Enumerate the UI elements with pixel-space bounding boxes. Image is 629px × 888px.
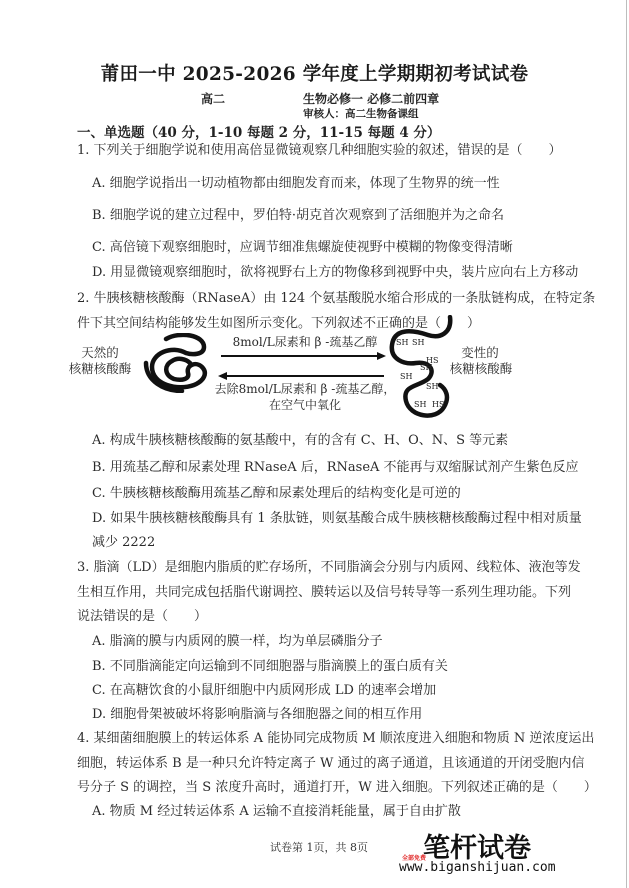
watermark-brand: 笔杆试卷: [423, 833, 531, 864]
question-4-option-a: A. 物质 M 经过转运体系 A 运输不直接消耗能量，属于自由扩散: [92, 804, 461, 819]
native-enzyme-label-2: 核糖核酸酶: [68, 361, 132, 376]
reviewer-label: 审核人：高二生物备课组: [303, 108, 419, 120]
svg-text:HS: HS: [432, 400, 445, 409]
forward-arrow-line: [221, 355, 381, 357]
question-1-option-d: D. 用显微镜观察细胞时，欲将视野右上方的物像移到视野中央，装片应向右上方移动: [92, 265, 579, 280]
question-3-option-a: A. 脂滴的膜与内质网的膜一样，均为单层磷脂分子: [92, 634, 383, 649]
reverse-condition-line-1: 去除8mol/L尿素和 β -巯基乙醇，: [214, 382, 396, 396]
reverse-arrow-line: [224, 375, 384, 377]
question-4-stem-line-3: 号分子 S 的调控，当 S 浓度升高时，通道打开，W 进入细胞。下列叙述正确的是（ ）: [77, 780, 597, 795]
question-1-option-c: C. 高倍镜下观察细胞时，应调节细准焦螺旋使视野中模糊的物像变得清晰: [92, 240, 513, 255]
page-edge: [626, 0, 627, 888]
question-2-option-c: C. 牛胰核糖核酸酶用巯基乙醇和尿素处理后的结构变化是可逆的: [92, 486, 461, 501]
protein-denaturation-diagram: [60, 325, 513, 430]
question-3-option-c: C. 在高糖饮食的小鼠肝细胞中内质网形成 LD 的速率会增加: [92, 683, 437, 698]
question-2-option-b: B. 用巯基乙醇和尿素处理 RNaseA 后，RNaseA 不能再与双缩脲试剂产生紫色反应: [92, 460, 579, 475]
question-4-stem-line-2: 细胞，转运体系 B 是一种只允许特定离子 W 通过的离子通道，且该通道的开闭受胞内信: [77, 756, 585, 771]
question-2-stem-line-1: 2. 牛胰核糖核酸酶（RNaseA）由 124 个氨基酸脱水缩合形成的一条肽链构成，在特定条: [77, 291, 596, 306]
question-1-stem: 1. 下列关于细胞学说和使用高倍显微镜观察几种细胞实验的叙述，错误的是（ ）: [77, 143, 562, 158]
denatured-enzyme-label-1: 变性的: [461, 345, 499, 360]
svg-text:SH: SH: [414, 400, 427, 409]
watermark-free-tag: 全部免费: [402, 855, 427, 862]
grade-label: 高二: [201, 92, 226, 106]
svg-text:SH: SH: [420, 363, 433, 372]
native-enzyme-shape-icon: [142, 333, 214, 393]
section-heading: 一、单选题（40 分，1-10 每题 2 分，11-15 每题 4 分）: [77, 125, 441, 141]
question-3-option-b: B. 不同脂滴能定向运输到不同细胞器与脂滴膜上的蛋白质有关: [92, 659, 448, 674]
svg-text:SH: SH: [400, 372, 413, 381]
svg-text:SH: SH: [412, 338, 425, 347]
svg-text:HS: HS: [426, 356, 439, 365]
question-4-stem-line-1: 4. 某细菌细胞膜上的转运体系 A 能协同完成物质 M 顺浓度进入细胞和物质 N 逆浓度运出: [77, 731, 595, 746]
question-1-option-b: B. 细胞学说的建立过程中，罗伯特·胡克首次观察到了活细胞并为之命名: [92, 208, 504, 223]
page-number: 试卷第 1页，共 8页: [270, 841, 368, 854]
question-3-stem-line-2: 生相互作用，共同完成包括脂代谢调控、膜转运以及信号转导等一系列生理功能。下列: [77, 585, 572, 600]
native-enzyme-label-1: 天然的: [81, 345, 119, 360]
question-2-option-a: A. 构成牛胰核糖核酸酶的氨基酸中，有的含有 C、H、O、N、S 等元素: [92, 433, 509, 448]
exam-title: 莆田一中 2025-2026 学年度上学期期初考试试卷: [100, 64, 529, 85]
svg-text:SH: SH: [426, 382, 439, 391]
forward-condition: 8mol/L尿素和 β -巯基乙醇: [232, 335, 378, 349]
denatured-enzyme-label-2: 核糖核酸酶: [449, 361, 513, 376]
question-2-option-d-cont: 减少 2222: [92, 535, 156, 550]
question-2-option-d: D. 如果牛胰核糖核酸酶具有 1 条肽链，则氨基酸合成牛胰核糖核酸酶过程中相对质量: [92, 511, 582, 526]
watermark-url[interactable]: www.biganshijuan.com: [399, 860, 556, 875]
question-3-stem-line-1: 3. 脂滴（LD）是细胞内脂质的贮存场所，不同脂滴会分别与内质网、线粒体、液泡等发: [77, 560, 581, 575]
reverse-condition-line-2: 在空气中氧化: [268, 398, 341, 412]
svg-text:SH: SH: [396, 338, 409, 347]
question-3-stem-line-3: 说法错误的是（ ）: [77, 609, 208, 624]
question-3-option-d: D. 细胞骨架被破坏将影响脂滴与各细胞器之间的相互作用: [92, 707, 423, 722]
question-2-stem-line-2: 件下其空间结构能够发生如图所示变化。下列叙述不正确的是（ ）: [77, 316, 481, 331]
subject-label: 生物必修一 必修二前四章: [303, 92, 440, 106]
question-1-option-a: A. 细胞学说指出一切动植物都由细胞发育而来，体现了生物界的统一性: [92, 176, 500, 191]
